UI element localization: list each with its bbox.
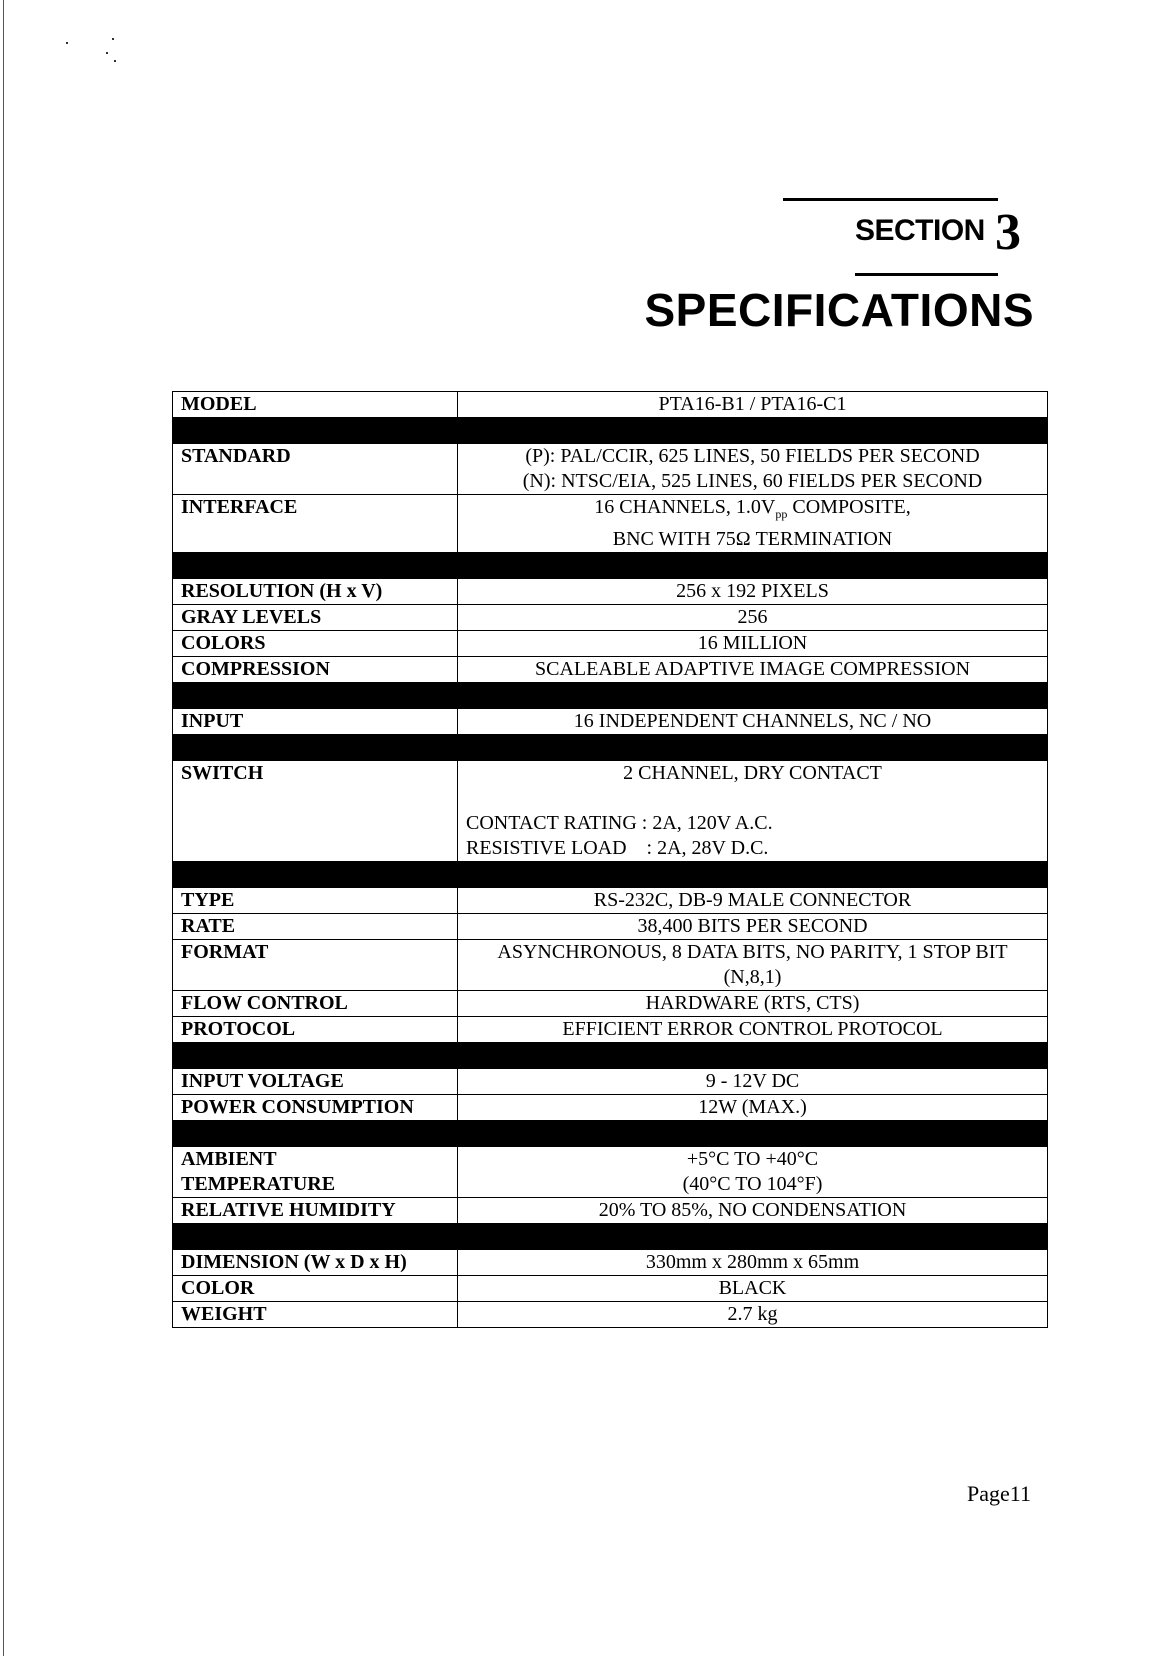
section-divider-bar xyxy=(173,683,1048,709)
page-title: SPECIFICATIONS xyxy=(644,284,1034,336)
spec-value-relative-humidity: 20% TO 85%, NO CONDENSATION xyxy=(458,1198,1048,1224)
spec-value-power-consumption: 12W (MAX.) xyxy=(458,1095,1048,1121)
table-row xyxy=(173,605,1048,631)
spec-label-line: AMBIENT xyxy=(181,1148,277,1170)
spec-label-ambient-temperature xyxy=(173,1147,458,1198)
table-row xyxy=(173,495,1048,553)
table-row xyxy=(173,1250,1048,1276)
spec-label-protocol: PROTOCOL xyxy=(173,1017,458,1043)
page-left-edge xyxy=(3,0,4,1656)
spec-label-switch: SWITCH xyxy=(173,761,458,862)
spec-label-compression: COMPRESSION xyxy=(173,657,458,683)
table-row xyxy=(173,1069,1048,1095)
scan-speck xyxy=(66,42,68,44)
spec-label-input-voltage: INPUT VOLTAGE xyxy=(173,1069,458,1095)
section-divider-bar xyxy=(173,1224,1048,1250)
spec-value-line: (40°C TO 104°F) xyxy=(682,1173,823,1195)
spec-value-line: (N,8,1) xyxy=(723,966,782,988)
table-row xyxy=(173,1302,1048,1328)
spec-value-line: ASYNCHRONOUS, 8 DATA BITS, NO PARITY, 1 STOP BIT xyxy=(497,941,1008,963)
spec-value-standard xyxy=(458,444,1048,495)
spec-label-gray-levels: GRAY LEVELS xyxy=(173,605,458,631)
table-row xyxy=(173,1095,1048,1121)
table-row xyxy=(173,1147,1048,1198)
section-number: 3 xyxy=(995,204,1021,261)
section-divider-bar xyxy=(173,418,1048,444)
spec-value-gray-levels: 256 xyxy=(458,605,1048,631)
spec-label-relative-humidity: RELATIVE HUMIDITY xyxy=(173,1198,458,1224)
section-rule-top xyxy=(783,198,998,201)
spec-label-color: COLOR xyxy=(173,1276,458,1302)
spec-value-input-voltage: 9 - 12V DC xyxy=(458,1069,1048,1095)
spec-value-flow-control: HARDWARE (RTS, CTS) xyxy=(458,991,1048,1017)
scan-speck xyxy=(112,38,114,40)
spec-value-subscript: pp xyxy=(775,507,788,521)
spec-value-rate: 38,400 BITS PER SECOND xyxy=(458,914,1048,940)
spec-label-rate: RATE xyxy=(173,914,458,940)
table-row xyxy=(173,1198,1048,1224)
page-number: Page11 xyxy=(967,1481,1031,1506)
spec-value-dimension: 330mm x 280mm x 65mm xyxy=(458,1250,1048,1276)
table-row xyxy=(173,579,1048,605)
table-row xyxy=(173,991,1048,1017)
spec-label-flow-control: FLOW CONTROL xyxy=(173,991,458,1017)
table-row xyxy=(173,657,1048,683)
section-divider-bar xyxy=(173,553,1048,579)
table-row xyxy=(173,392,1048,418)
spec-label-resolution: RESOLUTION (H x V) xyxy=(173,579,458,605)
section-divider-bar xyxy=(173,1121,1048,1147)
specifications-table xyxy=(172,391,1048,1328)
spec-label-line: TEMPERATURE xyxy=(181,1173,336,1195)
spec-label-weight: WEIGHT xyxy=(173,1302,458,1328)
spec-value-line: BNC WITH 75Ω TERMINATION xyxy=(612,528,893,550)
spec-value-text: COMPOSITE, xyxy=(787,496,911,518)
spec-label-type: TYPE xyxy=(173,888,458,914)
spec-label-dimension: DIMENSION (W x D x H) xyxy=(173,1250,458,1276)
spec-value-color: BLACK xyxy=(458,1276,1048,1302)
section-label: SECTION xyxy=(855,214,985,247)
spec-label-standard: STANDARD xyxy=(173,444,458,495)
spec-value-line: +5°C TO +40°C xyxy=(686,1148,819,1170)
spec-label-model: MODEL xyxy=(173,392,458,418)
table-row xyxy=(173,631,1048,657)
spec-label-format: FORMAT xyxy=(173,940,458,991)
spec-label-interface: INTERFACE xyxy=(173,495,458,553)
table-row xyxy=(173,1276,1048,1302)
spec-label-colors: COLORS xyxy=(173,631,458,657)
spec-value-format xyxy=(458,940,1048,991)
spec-value-compression: SCALEABLE ADAPTIVE IMAGE COMPRESSION xyxy=(458,657,1048,683)
spec-value-protocol: EFFICIENT ERROR CONTROL PROTOCOL xyxy=(458,1017,1048,1043)
section-divider-bar xyxy=(173,862,1048,888)
scan-speck xyxy=(114,60,116,62)
table-row xyxy=(173,709,1048,735)
spec-value-line xyxy=(466,495,1039,527)
spec-label-input: INPUT xyxy=(173,709,458,735)
spacer xyxy=(466,786,1039,811)
spec-value-line: (P): PAL/CCIR, 625 LINES, 50 FIELDS PER SECOND xyxy=(525,445,980,467)
section-rule-bottom xyxy=(855,273,998,276)
section-divider-bar xyxy=(173,1043,1048,1069)
spec-value-type: RS-232C, DB-9 MALE CONNECTOR xyxy=(458,888,1048,914)
table-row xyxy=(173,444,1048,495)
spec-value-line: RESISTIVE LOAD : 2A, 28V D.C. xyxy=(466,837,769,859)
spec-value-line: 2 CHANNEL, DRY CONTACT xyxy=(623,762,882,784)
spec-value-model: PTA16-B1 / PTA16-C1 xyxy=(458,392,1048,418)
table-row xyxy=(173,1017,1048,1043)
spec-value-line: CONTACT RATING : 2A, 120V A.C. xyxy=(466,812,773,834)
table-row xyxy=(173,888,1048,914)
spec-value-interface xyxy=(458,495,1048,553)
spec-label-power-consumption: POWER CONSUMPTION xyxy=(173,1095,458,1121)
spec-value-resolution: 256 x 192 PIXELS xyxy=(458,579,1048,605)
scan-speck xyxy=(106,52,108,54)
spec-value-weight: 2.7 kg xyxy=(458,1302,1048,1328)
spec-value-line: (N): NTSC/EIA, 525 LINES, 60 FIELDS PER SECOND xyxy=(522,470,983,492)
spec-value-ambient-temperature xyxy=(458,1147,1048,1198)
table-row xyxy=(173,940,1048,991)
spec-value-colors: 16 MILLION xyxy=(458,631,1048,657)
section-divider-bar xyxy=(173,735,1048,761)
table-row xyxy=(173,914,1048,940)
spec-value-switch xyxy=(458,761,1048,862)
spec-value-text: 16 CHANNELS, 1.0V xyxy=(594,496,776,518)
table-row xyxy=(173,761,1048,862)
spec-value-input: 16 INDEPENDENT CHANNELS, NC / NO xyxy=(458,709,1048,735)
